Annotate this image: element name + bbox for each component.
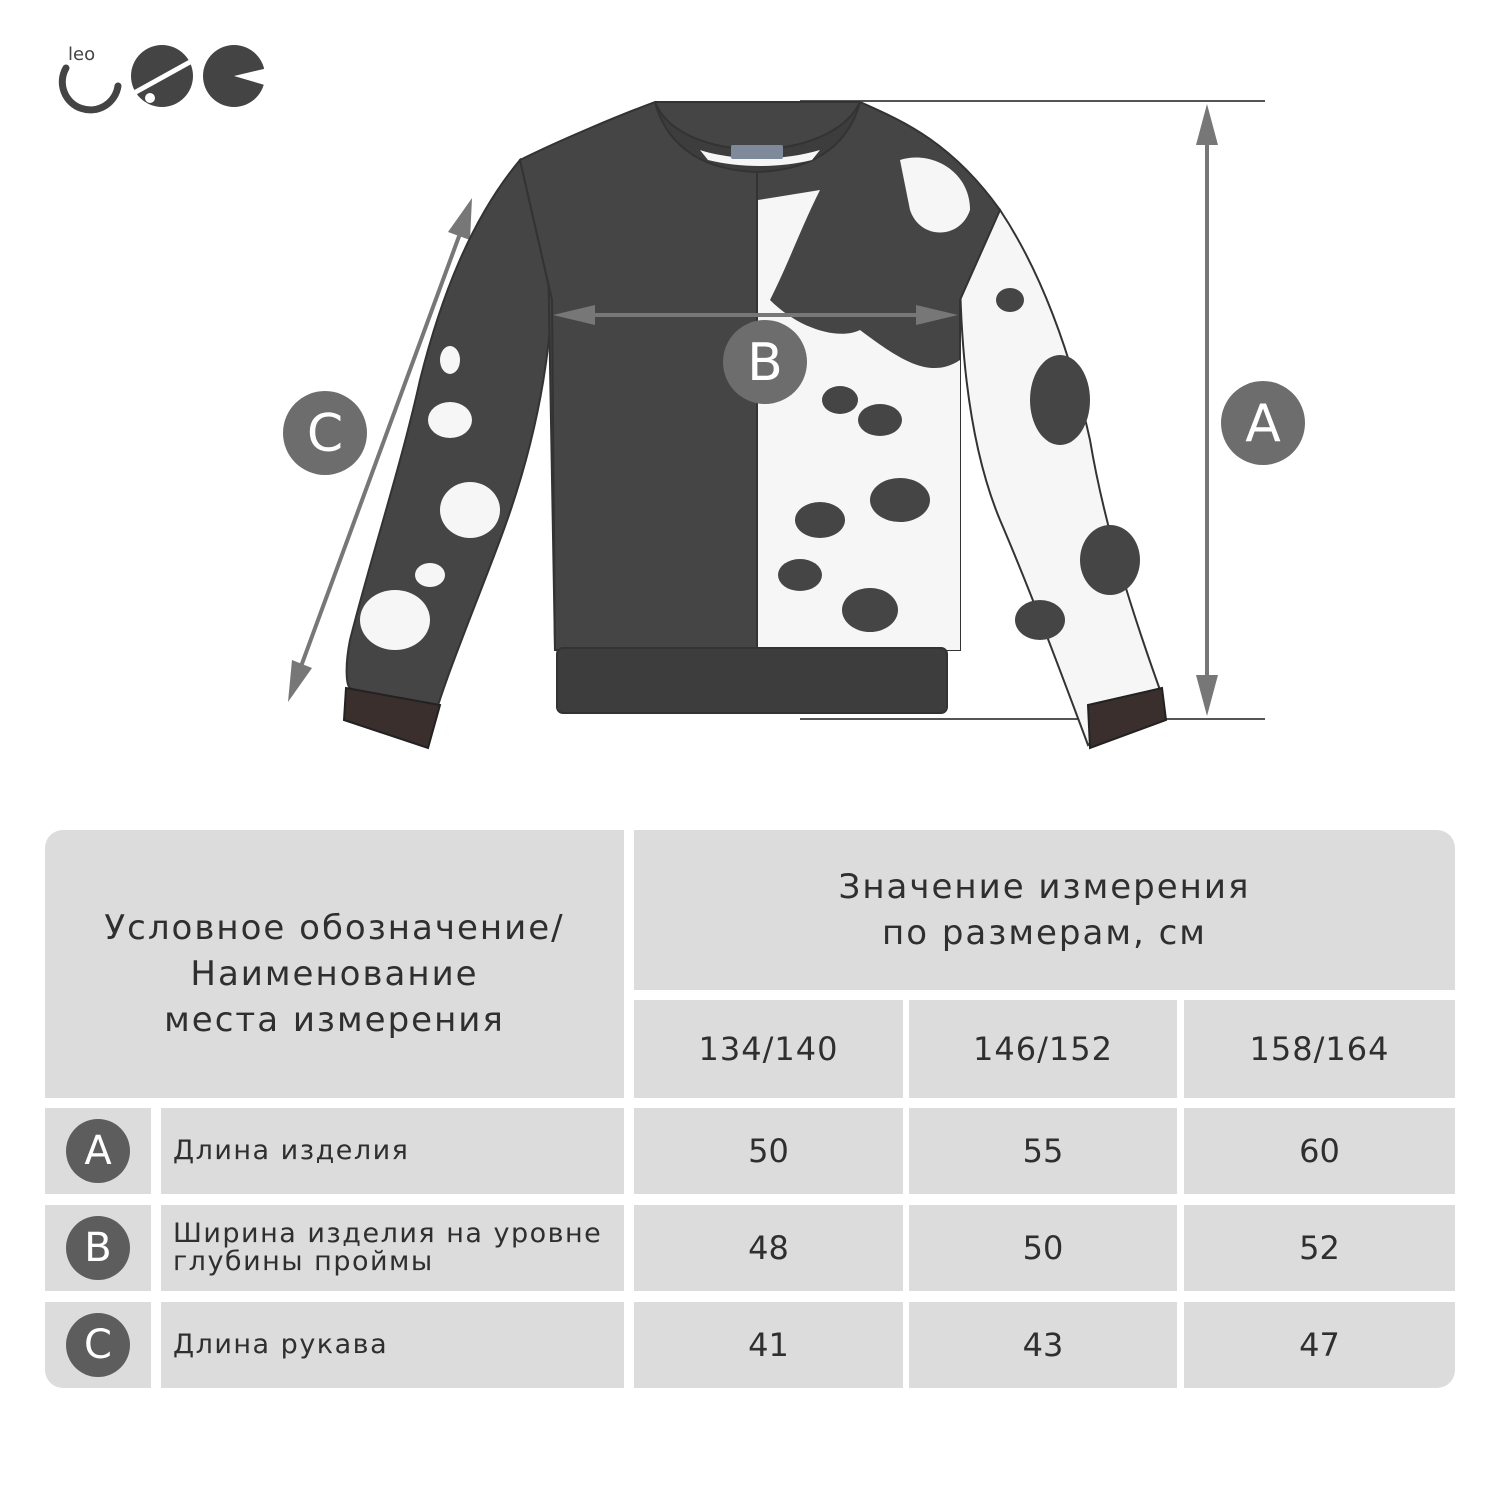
row-b-name: Ширина изделия на уровне глубины проймы bbox=[161, 1205, 624, 1291]
size-header-1: 134/140 bbox=[634, 1000, 903, 1098]
row-b-value-1: 48 bbox=[634, 1205, 903, 1291]
row-b-value-2: 50 bbox=[909, 1205, 1177, 1291]
brand-logo-text: leo bbox=[68, 44, 96, 65]
row-c-value-1: 41 bbox=[634, 1302, 903, 1388]
row-a-value-3: 60 bbox=[1184, 1108, 1455, 1194]
size-header-3: 158/164 bbox=[1184, 1000, 1455, 1098]
badge-a: A bbox=[66, 1119, 130, 1183]
header-measurement-name bbox=[45, 830, 624, 1098]
row-b-value-3: 52 bbox=[1184, 1205, 1455, 1291]
row-a-value-2: 55 bbox=[909, 1108, 1177, 1194]
size-table bbox=[45, 830, 1455, 1391]
badge-a-diagram: A bbox=[1245, 394, 1281, 454]
header-measurement-values bbox=[634, 830, 1455, 990]
row-a-letter bbox=[45, 1108, 151, 1194]
header-right-line-2: по размерам, см bbox=[882, 913, 1207, 953]
row-b-letter bbox=[45, 1205, 151, 1291]
badge-c: C bbox=[66, 1313, 130, 1377]
header-left-line-3: места измерения bbox=[164, 1000, 505, 1040]
badge-b: B bbox=[66, 1216, 130, 1280]
row-a-value-1: 50 bbox=[634, 1108, 903, 1194]
row-c-value-2: 43 bbox=[909, 1302, 1177, 1388]
row-c-name: Длина рукава bbox=[161, 1302, 624, 1388]
row-a-name: Длина изделия bbox=[161, 1108, 624, 1194]
header-left-line-1: Условное обозначение/ bbox=[104, 908, 565, 948]
row-c-value-3: 47 bbox=[1184, 1302, 1455, 1388]
header-right-line-1: Значение измерения bbox=[838, 867, 1251, 907]
row-c-letter bbox=[45, 1302, 151, 1388]
badge-b-diagram: B bbox=[747, 333, 783, 393]
size-header-2: 146/152 bbox=[909, 1000, 1177, 1098]
header-left-line-2: Наименование bbox=[190, 954, 479, 994]
badge-c-diagram: C bbox=[306, 404, 344, 464]
